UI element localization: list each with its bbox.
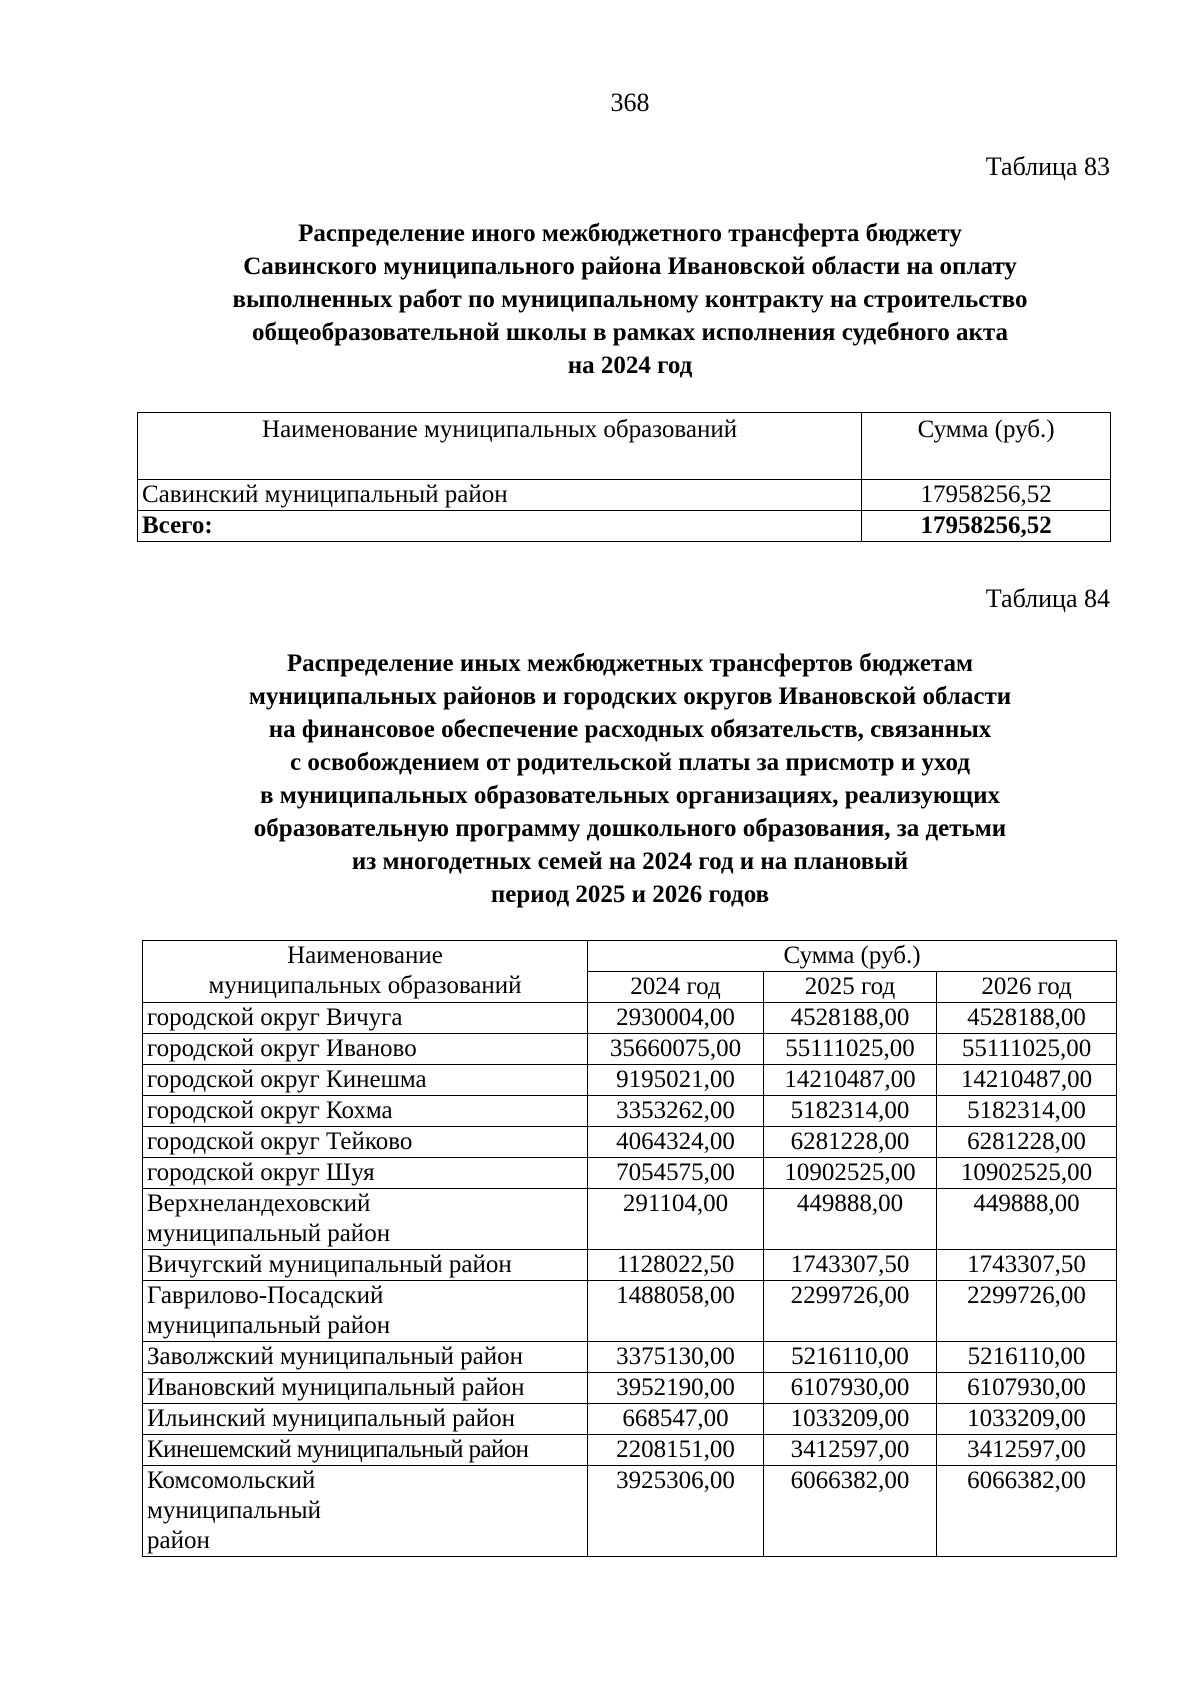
value-2026: 5182314,00 — [937, 1096, 1117, 1127]
column-header-year: 2024 год — [588, 972, 764, 1003]
table-84-title-line: образовательную программу дошкольного образования, за детьми — [253, 815, 1007, 842]
value-2025: 55111025,00 — [764, 1034, 937, 1065]
row-name-line: Гаврилово-Посадский — [147, 1282, 384, 1309]
row-name — [143, 1466, 588, 1557]
value-2024: 668547,00 — [588, 1404, 764, 1435]
table-row — [143, 1342, 1117, 1373]
row-name-line: район — [147, 1527, 210, 1554]
value-2024: 7054575,00 — [588, 1158, 764, 1189]
row-name: Ильинский муниципальный район — [143, 1404, 588, 1435]
table-84-title-line: муниципальных районов и городских округов Ивановской области — [248, 683, 1012, 710]
value-2026: 449888,00 — [937, 1189, 1117, 1250]
column-header-sum: Сумма (руб.) — [862, 413, 1111, 480]
row-name-line: муниципальный район — [147, 1312, 391, 1339]
row-name: городской округ Кохма — [143, 1096, 588, 1127]
value-2025: 1743307,50 — [764, 1250, 937, 1281]
row-name: Кинешемский муниципальный район — [143, 1435, 588, 1466]
table-row — [143, 1466, 1117, 1557]
value-2024: 2208151,00 — [588, 1435, 764, 1466]
table-84-title — [0, 647, 1200, 911]
value-2025: 10902525,00 — [764, 1158, 937, 1189]
row-name: Савинский муниципальный район — [138, 480, 862, 511]
table-84-header-row — [143, 941, 1117, 972]
table-row — [143, 1003, 1117, 1034]
row-name: городской округ Вичуга — [143, 1003, 588, 1034]
value-2026: 10902525,00 — [937, 1158, 1117, 1189]
row-name — [143, 1281, 588, 1342]
value-2024: 35660075,00 — [588, 1034, 764, 1065]
row-name: городской округ Тейково — [143, 1127, 588, 1158]
value-2026: 2299726,00 — [937, 1281, 1117, 1342]
table-row — [143, 1250, 1117, 1281]
column-header-year: 2025 год — [764, 972, 937, 1003]
value-2026: 6281228,00 — [937, 1127, 1117, 1158]
table-84-title-line: период 2025 и 2026 годов — [490, 881, 770, 908]
column-header-sum: Сумма (руб.) — [588, 941, 1117, 972]
table-row — [138, 480, 1111, 511]
total-label: Всего: — [138, 511, 862, 542]
column-header-name-line: муниципальных образований — [208, 972, 522, 999]
column-header-name-line: Наименование — [287, 942, 443, 969]
value-2026: 4528188,00 — [937, 1003, 1117, 1034]
value-2024: 4064324,00 — [588, 1127, 764, 1158]
value-2026: 14210487,00 — [937, 1065, 1117, 1096]
row-name: городской округ Шуя — [143, 1158, 588, 1189]
table-row — [143, 1281, 1117, 1342]
row-name: городской округ Иваново — [143, 1034, 588, 1065]
table-84-title-line: в муниципальных образовательных организациях, реализующих — [259, 782, 1000, 809]
value-2024: 3375130,00 — [588, 1342, 764, 1373]
value-2024: 9195021,00 — [588, 1065, 764, 1096]
table-83-title-line: выполненных работ по муниципальному контракту на строительство — [232, 286, 1028, 313]
row-name-word: Комсомольский муниципальный — [147, 1467, 321, 1524]
table-83-title-line: Савинского муниципального района Ивановской области на оплату — [243, 253, 1017, 280]
row-name: Заволжский муниципальный район — [143, 1342, 588, 1373]
row-name — [143, 1189, 588, 1250]
table-row — [143, 1127, 1117, 1158]
table-row — [143, 1189, 1117, 1250]
value-2026: 6066382,00 — [937, 1466, 1117, 1557]
value-2025: 449888,00 — [764, 1189, 937, 1250]
column-header-name — [143, 941, 588, 1003]
page-number: 368 — [610, 88, 650, 117]
row-name-line — [147, 1466, 583, 1526]
value-2024: 1488058,00 — [588, 1281, 764, 1342]
column-header-year: 2026 год — [937, 972, 1117, 1003]
value-2025: 6066382,00 — [764, 1466, 937, 1557]
value-2024: 2930004,00 — [588, 1003, 764, 1034]
table-row — [143, 1034, 1117, 1065]
value-2024: 3353262,00 — [588, 1096, 764, 1127]
table-83-total-row — [138, 511, 1111, 542]
value-2025: 14210487,00 — [764, 1065, 937, 1096]
value-2024: 291104,00 — [588, 1189, 764, 1250]
value-2025: 1033209,00 — [764, 1404, 937, 1435]
row-name: Ивановский муниципальный район — [143, 1373, 588, 1404]
table-row — [143, 1096, 1117, 1127]
row-sum: 17958256,52 — [862, 480, 1111, 511]
value-2025: 3412597,00 — [764, 1435, 937, 1466]
table-83-title-line: общеобразовательной школы в рамках исполнения судебного акта — [251, 319, 1009, 346]
total-sum: 17958256,52 — [862, 511, 1111, 542]
table-83-header-row — [138, 413, 1111, 480]
value-2025: 6107930,00 — [764, 1373, 937, 1404]
value-2025: 5182314,00 — [764, 1096, 937, 1127]
value-2024: 3952190,00 — [588, 1373, 764, 1404]
value-2024: 1128022,50 — [588, 1250, 764, 1281]
table-row — [143, 1373, 1117, 1404]
value-2025: 5216110,00 — [764, 1342, 937, 1373]
table-84-title-line: на финансовое обеспечение расходных обязательств, связанных — [268, 716, 992, 743]
value-2025: 6281228,00 — [764, 1127, 937, 1158]
table-84-label: Таблица 84 — [985, 584, 1110, 613]
table-84-title-line: Распределение иных межбюджетных трансфертов бюджетам — [286, 650, 974, 677]
value-2026: 3412597,00 — [937, 1435, 1117, 1466]
row-name-line: муниципальный район — [147, 1220, 391, 1247]
table-83-title — [0, 217, 1200, 382]
table-row — [143, 1404, 1117, 1435]
table-83-title-line: на 2024 год — [567, 352, 693, 379]
value-2026: 5216110,00 — [937, 1342, 1117, 1373]
table-83-title-line: Распределение иного межбюджетного трансферта бюджету — [298, 220, 962, 247]
table-83-label: Таблица 83 — [985, 152, 1110, 181]
value-2024: 3925306,00 — [588, 1466, 764, 1557]
row-name: городской округ Кинешма — [143, 1065, 588, 1096]
value-2026: 1743307,50 — [937, 1250, 1117, 1281]
table-row — [143, 1435, 1117, 1466]
value-2025: 2299726,00 — [764, 1281, 937, 1342]
value-2026: 55111025,00 — [937, 1034, 1117, 1065]
table-84-title-line: с освобождением от родительской платы за присмотр и уход — [290, 749, 970, 776]
value-2026: 6107930,00 — [937, 1373, 1117, 1404]
table-84 — [142, 940, 1117, 1557]
table-83 — [137, 412, 1111, 542]
value-2026: 1033209,00 — [937, 1404, 1117, 1435]
row-name: Вичугский муниципальный район — [143, 1250, 588, 1281]
row-name-line: Верхнеландеховский — [147, 1190, 371, 1217]
table-84-title-line: из многодетных семей на 2024 год и на плановый — [351, 848, 909, 875]
column-header-name: Наименование муниципальных образований — [138, 413, 862, 480]
value-2025: 4528188,00 — [764, 1003, 937, 1034]
table-row — [143, 1065, 1117, 1096]
table-row — [143, 1158, 1117, 1189]
